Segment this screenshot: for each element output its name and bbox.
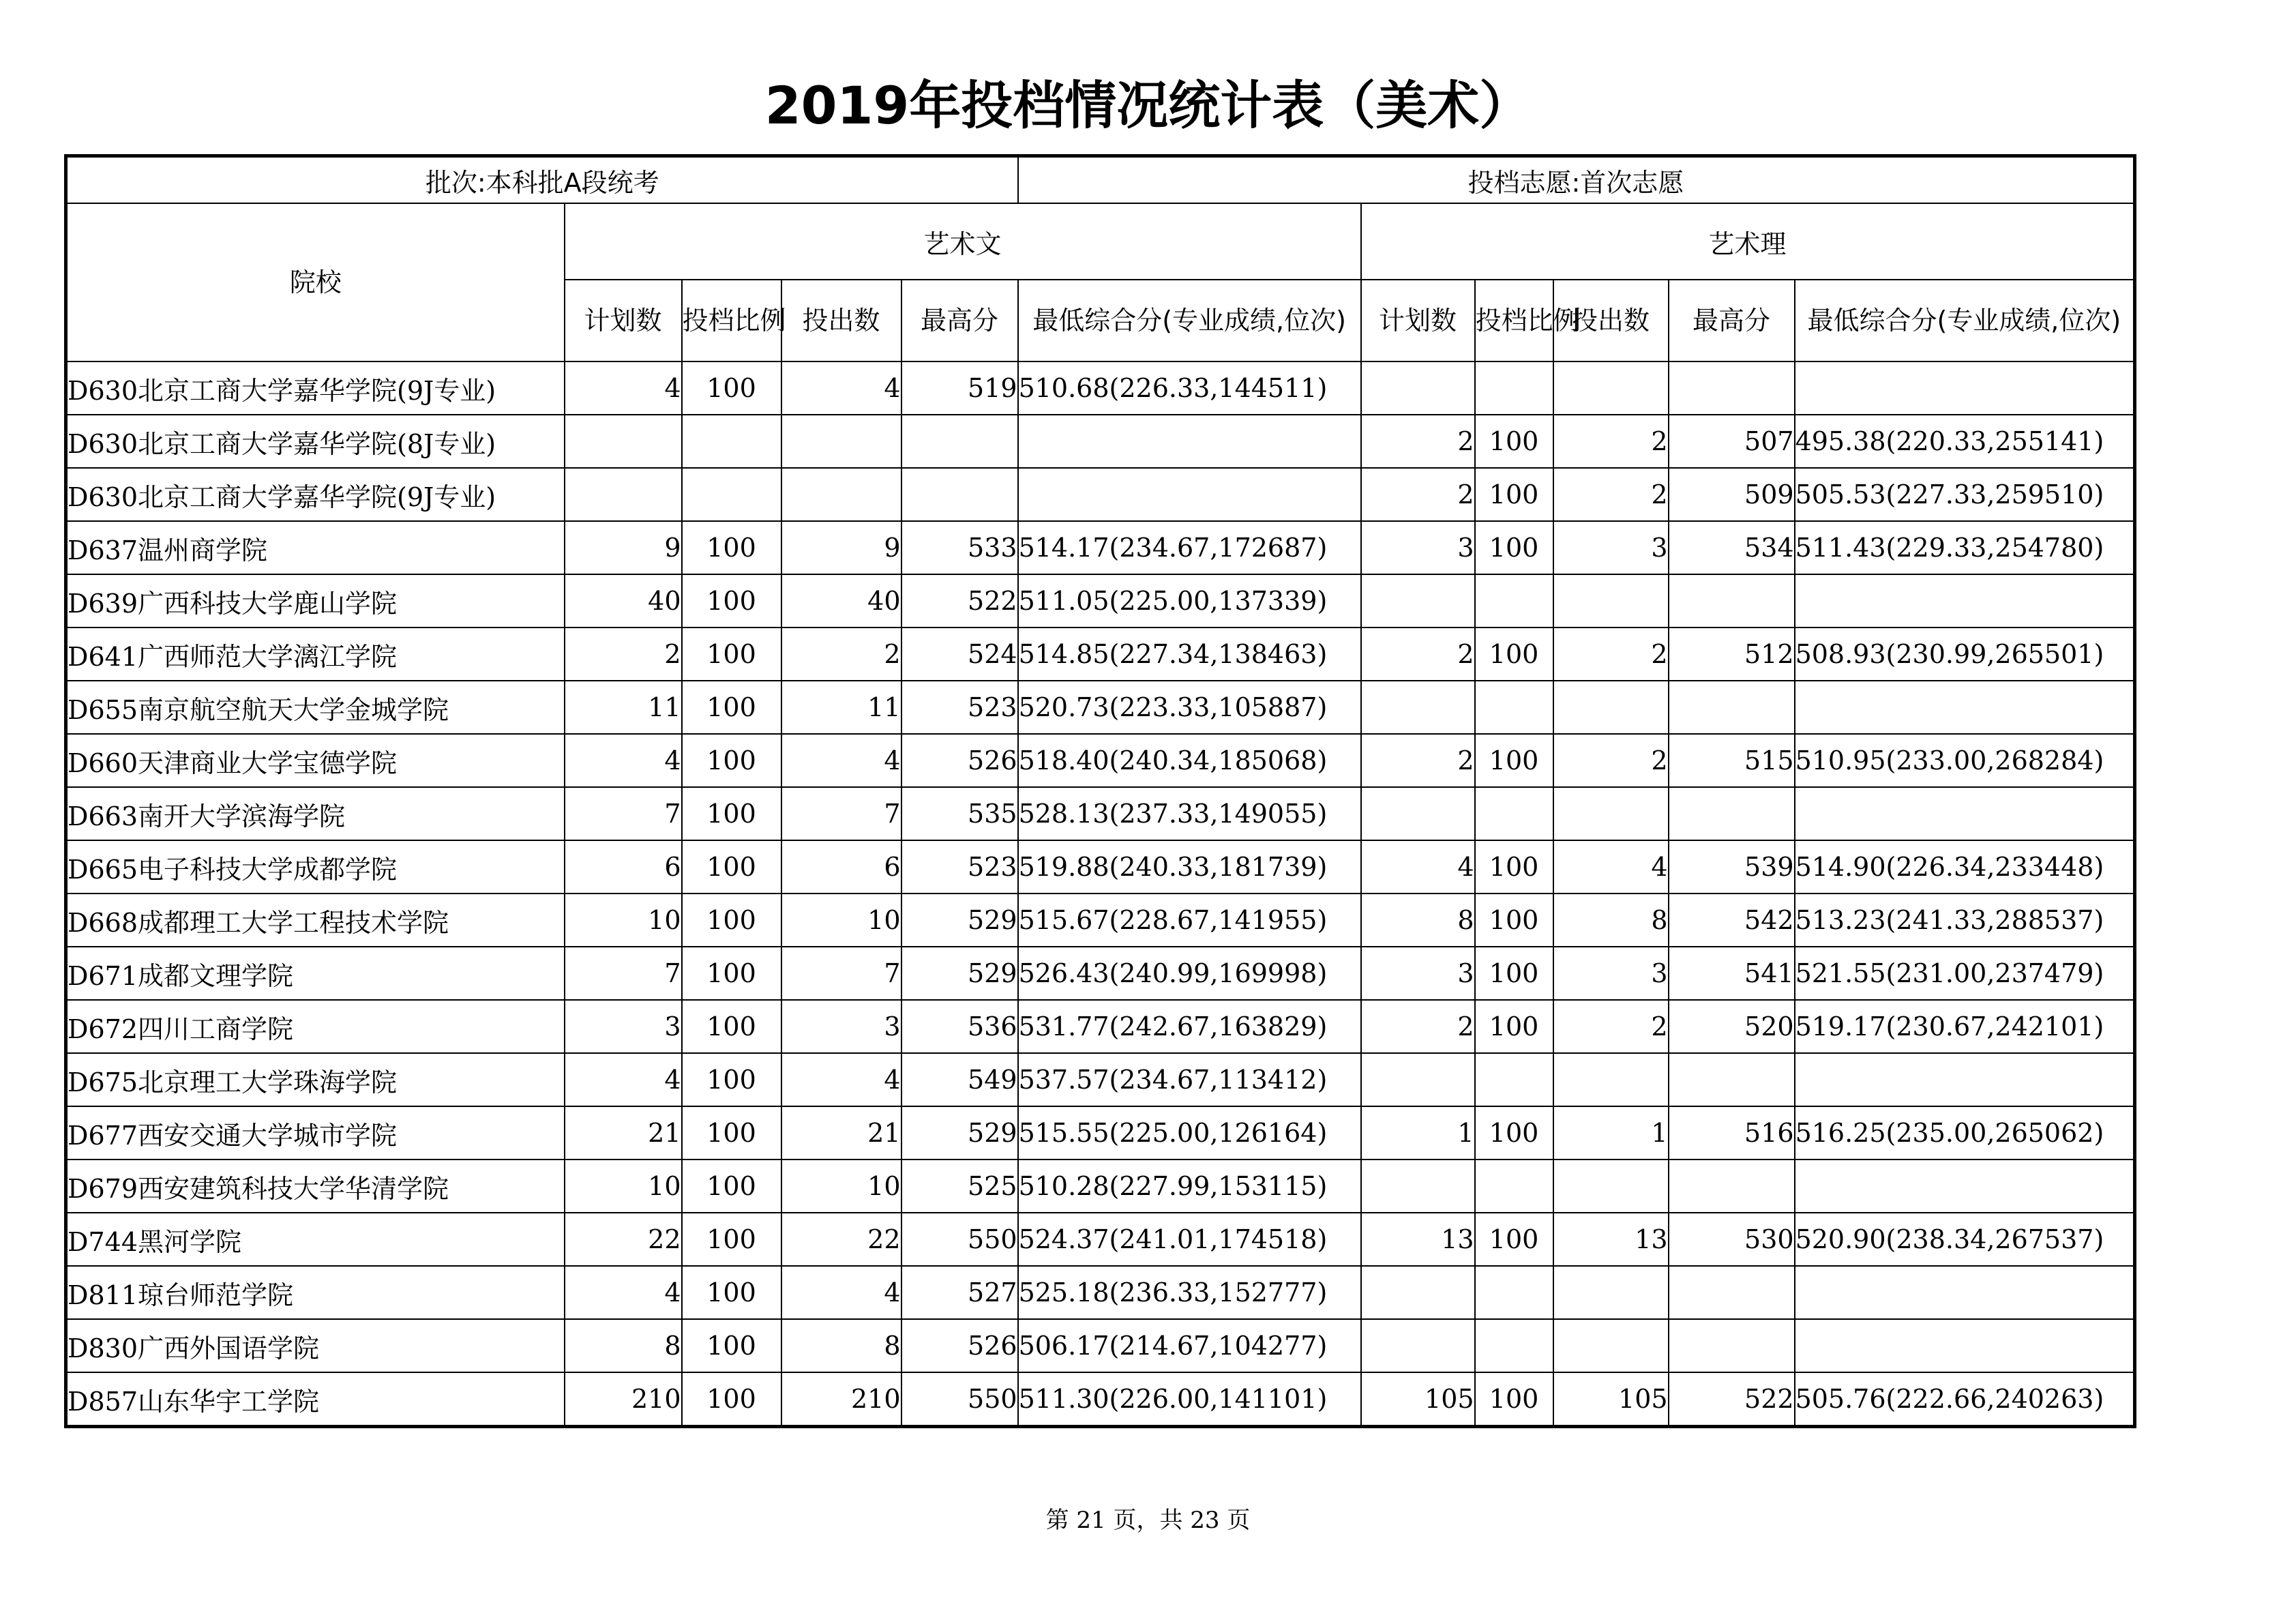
ratio-cell: 100 <box>682 734 781 787</box>
sent-cell: 9 <box>781 521 901 574</box>
ratio-cell: 100 <box>682 1160 781 1213</box>
sent-cell <box>781 468 901 521</box>
min-score-cell: 519.17(230.67,242101) <box>1795 1000 2135 1053</box>
plan-cell: 1 <box>1361 1106 1475 1160</box>
ratio-cell <box>682 415 781 468</box>
ratio-header: 投档比例 <box>682 280 781 361</box>
plan-cell: 210 <box>565 1372 682 1427</box>
table-row <box>66 1319 2135 1372</box>
sent-cell: 4 <box>781 1266 901 1319</box>
sent-header: 投出数 <box>781 280 901 361</box>
min-score-cell: 521.55(231.00,237479) <box>1795 947 2135 1000</box>
ratio-cell <box>1475 1266 1553 1319</box>
table-row <box>66 1372 2135 1427</box>
min-score-cell: 515.67(228.67,141955) <box>1018 894 1361 947</box>
sent-cell: 2 <box>781 628 901 681</box>
plan-cell: 4 <box>565 734 682 787</box>
ratio-cell: 100 <box>682 1319 781 1372</box>
table-row <box>66 468 2135 521</box>
max-score-cell: 529 <box>901 894 1018 947</box>
ratio-cell: 100 <box>682 947 781 1000</box>
ratio-cell: 100 <box>1475 468 1553 521</box>
sent-cell: 2 <box>1553 734 1669 787</box>
school-name-cell: D639广西科技大学鹿山学院 <box>66 574 565 628</box>
plan-cell: 13 <box>1361 1213 1475 1266</box>
max-score-cell: 529 <box>901 947 1018 1000</box>
plan-cell: 8 <box>1361 894 1475 947</box>
plan-cell <box>1361 787 1475 840</box>
min-score-cell <box>1795 574 2135 628</box>
max-score-cell: 539 <box>1669 840 1795 894</box>
group-header-wen: 艺术文 <box>565 203 1361 280</box>
sent-cell: 3 <box>1553 947 1669 1000</box>
max-score-cell <box>901 415 1018 468</box>
table-row <box>66 361 2135 415</box>
ratio-cell <box>1475 787 1553 840</box>
ratio-cell: 100 <box>1475 840 1553 894</box>
plan-cell: 105 <box>1361 1372 1475 1427</box>
plan-cell: 4 <box>565 1053 682 1106</box>
ratio-cell <box>1475 681 1553 734</box>
plan-cell <box>1361 1160 1475 1213</box>
batch-label: 批次:本科批A段统考 <box>66 156 1018 204</box>
ratio-cell: 100 <box>682 1106 781 1160</box>
sent-cell: 21 <box>781 1106 901 1160</box>
min-score-header: 最低综合分(专业成绩,位次) <box>1018 280 1361 361</box>
plan-cell <box>1361 1319 1475 1372</box>
plan-cell <box>1361 1053 1475 1106</box>
sent-cell <box>781 415 901 468</box>
ratio-cell: 100 <box>1475 415 1553 468</box>
max-score-cell <box>1669 1160 1795 1213</box>
min-score-cell <box>1795 1053 2135 1106</box>
min-score-cell <box>1795 787 2135 840</box>
ratio-cell: 100 <box>682 521 781 574</box>
table-row <box>66 1000 2135 1053</box>
school-name-cell: D744黑河学院 <box>66 1213 565 1266</box>
school-name-cell: D641广西师范大学漓江学院 <box>66 628 565 681</box>
plan-cell <box>565 468 682 521</box>
school-name-cell: D665电子科技大学成都学院 <box>66 840 565 894</box>
min-score-cell: 495.38(220.33,255141) <box>1795 415 2135 468</box>
table-row <box>66 947 2135 1000</box>
max-score-cell: 550 <box>901 1372 1018 1427</box>
min-score-cell: 528.13(237.33,149055) <box>1018 787 1361 840</box>
ratio-cell: 100 <box>1475 894 1553 947</box>
ratio-cell: 100 <box>682 1372 781 1427</box>
max-score-cell: 525 <box>901 1160 1018 1213</box>
ratio-cell: 100 <box>682 1000 781 1053</box>
min-score-cell: 537.57(234.67,113412) <box>1018 1053 1361 1106</box>
school-name-cell: D630北京工商大学嘉华学院(9J专业) <box>66 361 565 415</box>
min-score-cell <box>1795 681 2135 734</box>
max-score-cell: 549 <box>901 1053 1018 1106</box>
min-score-header: 最低综合分(专业成绩,位次) <box>1795 280 2135 361</box>
sent-cell <box>1553 1053 1669 1106</box>
max-score-cell: 536 <box>901 1000 1018 1053</box>
sent-cell <box>1553 1266 1669 1319</box>
table-row <box>66 1053 2135 1106</box>
sent-cell <box>1553 361 1669 415</box>
min-score-cell: 515.55(225.00,126164) <box>1018 1106 1361 1160</box>
sent-cell: 4 <box>781 734 901 787</box>
min-score-cell: 518.40(240.34,185068) <box>1018 734 1361 787</box>
plan-cell: 3 <box>1361 947 1475 1000</box>
max-score-cell: 542 <box>1669 894 1795 947</box>
max-score-cell <box>1669 1053 1795 1106</box>
sent-cell <box>1553 1319 1669 1372</box>
sent-header: 投出数 <box>1553 280 1669 361</box>
ratio-cell <box>1475 1319 1553 1372</box>
plan-header: 计划数 <box>1361 280 1475 361</box>
school-name-cell: D811琼台师范学院 <box>66 1266 565 1319</box>
plan-cell: 6 <box>565 840 682 894</box>
min-score-cell <box>1795 1319 2135 1372</box>
max-score-cell <box>1669 574 1795 628</box>
page-title: 2019年投档情况统计表（美术） <box>764 75 1532 136</box>
table-row <box>66 1160 2135 1213</box>
table-row <box>66 574 2135 628</box>
plan-cell: 3 <box>565 1000 682 1053</box>
sent-cell: 2 <box>1553 468 1669 521</box>
sent-cell: 3 <box>1553 521 1669 574</box>
min-score-cell <box>1018 468 1361 521</box>
ratio-cell: 100 <box>1475 734 1553 787</box>
school-name-cell: D830广西外国语学院 <box>66 1319 565 1372</box>
min-score-cell <box>1795 1160 2135 1213</box>
volunteer-label: 投档志愿:首次志愿 <box>1018 156 2135 204</box>
table-row <box>66 1266 2135 1319</box>
school-name-cell: D677西安交通大学城市学院 <box>66 1106 565 1160</box>
min-score-cell: 510.28(227.99,153115) <box>1018 1160 1361 1213</box>
min-score-cell: 514.17(234.67,172687) <box>1018 521 1361 574</box>
ratio-cell: 100 <box>1475 521 1553 574</box>
plan-cell: 4 <box>565 361 682 415</box>
max-score-cell: 520 <box>1669 1000 1795 1053</box>
plan-cell: 7 <box>565 787 682 840</box>
table-row <box>66 734 2135 787</box>
min-score-cell: 531.77(242.67,163829) <box>1018 1000 1361 1053</box>
sent-cell: 2 <box>1553 1000 1669 1053</box>
plan-cell: 11 <box>565 681 682 734</box>
plan-cell: 40 <box>565 574 682 628</box>
plan-cell <box>1361 1266 1475 1319</box>
max-score-cell: 534 <box>1669 521 1795 574</box>
max-score-cell <box>1669 1319 1795 1372</box>
table-row <box>66 1106 2135 1160</box>
max-score-cell: 523 <box>901 840 1018 894</box>
ratio-cell: 100 <box>1475 1372 1553 1427</box>
max-score-cell: 507 <box>1669 415 1795 468</box>
max-score-cell: 550 <box>901 1213 1018 1266</box>
plan-cell: 8 <box>565 1319 682 1372</box>
sent-cell: 7 <box>781 787 901 840</box>
min-score-cell: 508.93(230.99,265501) <box>1795 628 2135 681</box>
ratio-cell: 100 <box>682 574 781 628</box>
plan-cell: 10 <box>565 1160 682 1213</box>
min-score-cell <box>1018 415 1361 468</box>
table-row <box>66 840 2135 894</box>
table-row <box>66 1213 2135 1266</box>
sent-cell: 4 <box>781 1053 901 1106</box>
sent-cell: 1 <box>1553 1106 1669 1160</box>
sent-cell: 2 <box>1553 415 1669 468</box>
min-score-cell: 506.17(214.67,104277) <box>1018 1319 1361 1372</box>
ratio-cell: 100 <box>682 361 781 415</box>
admission-table <box>64 154 2136 1428</box>
max-score-header: 最高分 <box>1669 280 1795 361</box>
min-score-cell: 519.88(240.33,181739) <box>1018 840 1361 894</box>
sent-cell: 7 <box>781 947 901 1000</box>
sent-cell: 2 <box>1553 628 1669 681</box>
sent-cell <box>1553 574 1669 628</box>
max-score-cell: 541 <box>1669 947 1795 1000</box>
ratio-cell: 100 <box>682 1213 781 1266</box>
school-name-cell: D663南开大学滨海学院 <box>66 787 565 840</box>
plan-cell: 22 <box>565 1213 682 1266</box>
sent-cell: 22 <box>781 1213 901 1266</box>
max-score-cell: 533 <box>901 521 1018 574</box>
plan-cell: 2 <box>1361 734 1475 787</box>
sent-cell: 11 <box>781 681 901 734</box>
table-row <box>66 628 2135 681</box>
table-row <box>66 894 2135 947</box>
max-score-cell: 522 <box>901 574 1018 628</box>
school-name-cell: D671成都文理学院 <box>66 947 565 1000</box>
sent-cell: 13 <box>1553 1213 1669 1266</box>
min-score-cell: 510.95(233.00,268284) <box>1795 734 2135 787</box>
sent-cell: 8 <box>781 1319 901 1372</box>
ratio-cell <box>1475 1160 1553 1213</box>
ratio-cell <box>1475 574 1553 628</box>
min-score-cell: 514.85(227.34,138463) <box>1018 628 1361 681</box>
sent-cell: 4 <box>1553 840 1669 894</box>
ratio-cell: 100 <box>682 787 781 840</box>
max-score-cell <box>1669 681 1795 734</box>
sent-cell: 6 <box>781 840 901 894</box>
school-name-cell: D672四川工商学院 <box>66 1000 565 1053</box>
max-score-cell: 515 <box>1669 734 1795 787</box>
min-score-cell: 524.37(241.01,174518) <box>1018 1213 1361 1266</box>
max-score-cell <box>1669 361 1795 415</box>
school-name-cell: D637温州商学院 <box>66 521 565 574</box>
school-name-cell: D660天津商业大学宝德学院 <box>66 734 565 787</box>
max-score-cell <box>1669 787 1795 840</box>
school-name-cell: D675北京理工大学珠海学院 <box>66 1053 565 1106</box>
max-score-header: 最高分 <box>901 280 1018 361</box>
max-score-cell: 522 <box>1669 1372 1795 1427</box>
plan-cell: 7 <box>565 947 682 1000</box>
ratio-cell: 100 <box>1475 1213 1553 1266</box>
min-score-cell: 525.18(236.33,152777) <box>1018 1266 1361 1319</box>
plan-cell: 21 <box>565 1106 682 1160</box>
max-score-cell: 526 <box>901 1319 1018 1372</box>
max-score-cell: 535 <box>901 787 1018 840</box>
table-row <box>66 521 2135 574</box>
max-score-cell: 529 <box>901 1106 1018 1160</box>
school-name-cell: D857山东华宇工学院 <box>66 1372 565 1427</box>
school-name-cell: D679西安建筑科技大学华清学院 <box>66 1160 565 1213</box>
plan-cell <box>1361 361 1475 415</box>
min-score-cell: 505.76(222.66,240263) <box>1795 1372 2135 1427</box>
plan-cell: 10 <box>565 894 682 947</box>
sent-cell: 105 <box>1553 1372 1669 1427</box>
plan-cell <box>565 415 682 468</box>
max-score-cell <box>1669 1266 1795 1319</box>
table-row <box>66 787 2135 840</box>
ratio-cell <box>682 468 781 521</box>
page-footer: 第 21 页，共 23 页 <box>1045 1507 1251 1534</box>
school-name-cell: D630北京工商大学嘉华学院(9J专业) <box>66 468 565 521</box>
max-score-cell <box>901 468 1018 521</box>
sent-cell: 10 <box>781 894 901 947</box>
sent-cell <box>1553 1160 1669 1213</box>
min-score-cell: 510.68(226.33,144511) <box>1018 361 1361 415</box>
plan-cell: 9 <box>565 521 682 574</box>
plan-cell <box>1361 574 1475 628</box>
plan-cell: 2 <box>1361 415 1475 468</box>
max-score-cell: 523 <box>901 681 1018 734</box>
plan-cell: 4 <box>565 1266 682 1319</box>
min-score-cell: 520.73(223.33,105887) <box>1018 681 1361 734</box>
ratio-cell: 100 <box>682 894 781 947</box>
max-score-cell: 527 <box>901 1266 1018 1319</box>
school-header: 院校 <box>66 203 565 361</box>
ratio-header: 投档比例 <box>1475 280 1553 361</box>
min-score-cell: 511.43(229.33,254780) <box>1795 521 2135 574</box>
ratio-cell: 100 <box>682 1266 781 1319</box>
plan-cell: 3 <box>1361 521 1475 574</box>
min-score-cell <box>1795 1266 2135 1319</box>
min-score-cell: 513.23(241.33,288537) <box>1795 894 2135 947</box>
min-score-cell: 511.05(225.00,137339) <box>1018 574 1361 628</box>
ratio-cell <box>1475 361 1553 415</box>
table-row <box>66 415 2135 468</box>
plan-cell: 2 <box>1361 468 1475 521</box>
plan-header: 计划数 <box>565 280 682 361</box>
plan-cell <box>1361 681 1475 734</box>
ratio-cell: 100 <box>1475 1000 1553 1053</box>
group-header-li: 艺术理 <box>1361 203 2135 280</box>
min-score-cell: 505.53(227.33,259510) <box>1795 468 2135 521</box>
ratio-cell: 100 <box>682 840 781 894</box>
school-name-cell: D655南京航空航天大学金城学院 <box>66 681 565 734</box>
table-row <box>66 681 2135 734</box>
min-score-cell <box>1795 361 2135 415</box>
ratio-cell: 100 <box>1475 1106 1553 1160</box>
plan-cell: 4 <box>1361 840 1475 894</box>
min-score-cell: 520.90(238.34,267537) <box>1795 1213 2135 1266</box>
school-name-cell: D630北京工商大学嘉华学院(8J专业) <box>66 415 565 468</box>
sent-cell <box>1553 681 1669 734</box>
ratio-cell: 100 <box>682 628 781 681</box>
ratio-cell: 100 <box>682 681 781 734</box>
plan-cell: 2 <box>565 628 682 681</box>
ratio-cell: 100 <box>1475 628 1553 681</box>
sent-cell: 10 <box>781 1160 901 1213</box>
max-score-cell: 512 <box>1669 628 1795 681</box>
plan-cell: 2 <box>1361 1000 1475 1053</box>
school-name-cell: D668成都理工大学工程技术学院 <box>66 894 565 947</box>
sent-cell: 8 <box>1553 894 1669 947</box>
max-score-cell: 516 <box>1669 1106 1795 1160</box>
min-score-cell: 526.43(240.99,169998) <box>1018 947 1361 1000</box>
min-score-cell: 516.25(235.00,265062) <box>1795 1106 2135 1160</box>
sent-cell: 3 <box>781 1000 901 1053</box>
min-score-cell: 511.30(226.00,141101) <box>1018 1372 1361 1427</box>
plan-cell: 2 <box>1361 628 1475 681</box>
sent-cell: 210 <box>781 1372 901 1427</box>
ratio-cell: 100 <box>682 1053 781 1106</box>
max-score-cell: 526 <box>901 734 1018 787</box>
min-score-cell: 514.90(226.34,233448) <box>1795 840 2135 894</box>
sent-cell: 40 <box>781 574 901 628</box>
max-score-cell: 519 <box>901 361 1018 415</box>
sent-cell <box>1553 787 1669 840</box>
max-score-cell: 509 <box>1669 468 1795 521</box>
max-score-cell: 530 <box>1669 1213 1795 1266</box>
ratio-cell <box>1475 1053 1553 1106</box>
sent-cell: 4 <box>781 361 901 415</box>
ratio-cell: 100 <box>1475 947 1553 1000</box>
max-score-cell: 524 <box>901 628 1018 681</box>
